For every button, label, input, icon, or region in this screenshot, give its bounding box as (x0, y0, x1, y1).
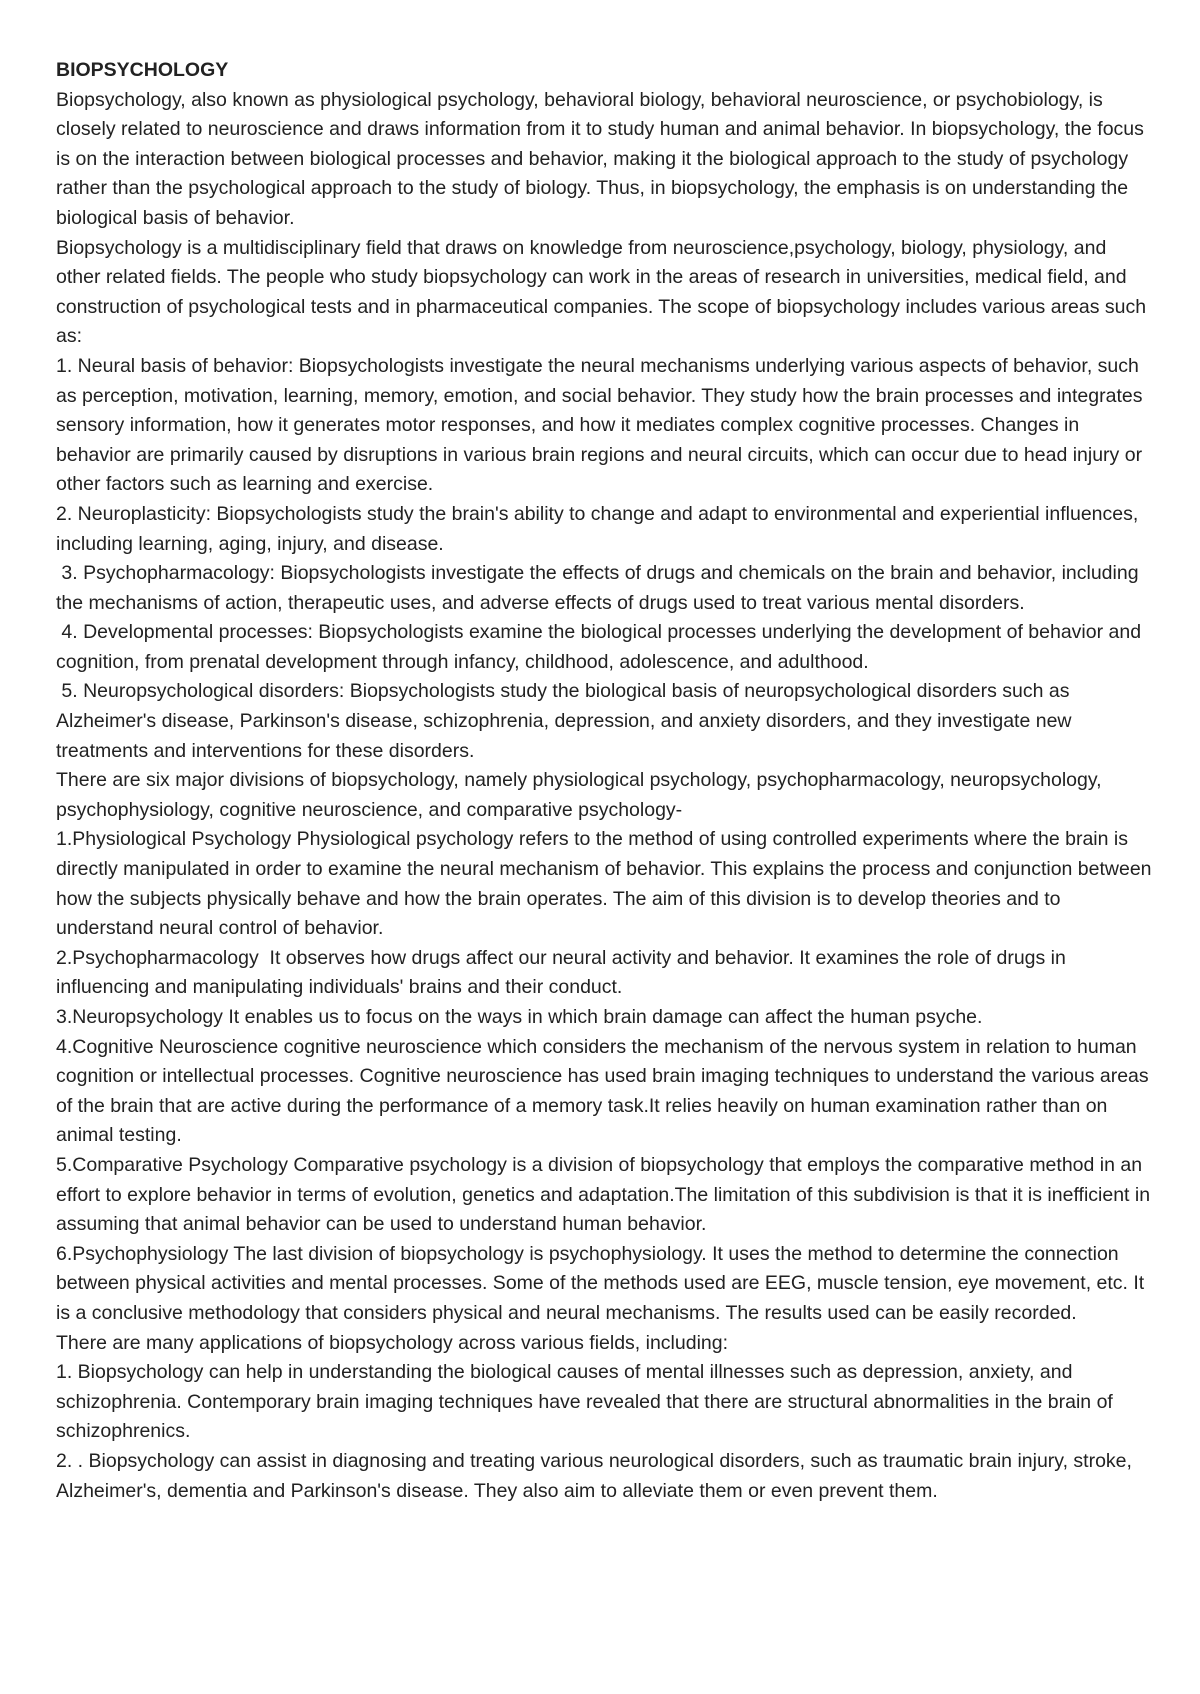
division-cognitive-neuroscience: 4.Cognitive Neuroscience cognitive neuroscience which considers the mechanism of the nervous system in relation to human cognition or intellectual processes. Cognitive neuroscience has used brain imaging techniques to understand the various areas of the brain that are active during the performance of a memory task.It relies heavily on human examination rather than on animal testing. (56, 1035, 1155, 1147)
scope-item-neural-basis: 1. Neural basis of behavior: Biopsychologists investigate the neural mechanisms underlying various aspects of behavior, such as perception, motivation, learning, memory, emotion, and social behavior. They study how the brain processes and integrates sensory information, how it generates motor responses, and how it mediates complex cognitive processes. Changes in behavior are primarily caused by disruptions in various brain regions and neural circuits, which can occur due to head injury or other factors such as learning and exercise. (56, 354, 1148, 496)
application-item-mental-illness: 1. Biopsychology can help in understanding the biological causes of mental illnesses such as depression, anxiety, and schizophrenia. Contemporary brain imaging techniques have revealed that there are structural abnormalities in the brain of schizophrenics. (56, 1361, 1119, 1443)
division-physiological-psychology: 1.Physiological Psychology Physiological psychology refers to the method of using controlled experiments where the brain is directly manipulated in order to examine the neural mechanism of behavior. This explains the process and conjunction between how the subjects physically behave and how the brain operates. The aim of this division is to develop theories and to understand neural control of behavior. (56, 828, 1157, 940)
division-psychopharmacology: 2.Psychopharmacology It observes how drugs affect our neural activity and behavior. It examines the role of drugs in influencing and manipulating individuals' brains and their conduct. (56, 946, 1072, 999)
document-title: BIOPSYCHOLOGY (56, 59, 229, 81)
scope-item-developmental: 4. Developmental processes: Biopsychologists examine the biological processes underlying the development of behavior and cognition, from prenatal development through infancy, childhood, adolescence, and adulthood. (56, 621, 1147, 673)
division-neuropsychology: 3.Neuropsychology It enables us to focus on the ways in which brain damage can affect the human psyche. (56, 1006, 983, 1028)
scope-item-neuropsychological-disorders: 5. Neuropsychological disorders: Biopsychologists study the biological basis of neuropsychological disorders such as Alzheimer's disease, Parkinson's disease, schizophrenia, depression, and anxiety disorders, and they investigate new treatments and interventions for these disorders. (56, 680, 1077, 762)
division-comparative-psychology: 5.Comparative Psychology Comparative psychology is a division of biopsychology that employs the comparative method in an effort to explore behavior in terms of evolution, genetics and adaptation.The limitation of this subdivision is that it is inefficient in assuming that animal behavior can be used to understand human behavior. (56, 1153, 1156, 1236)
paragraph-applications-intro: There are many applications of biopsychology across various fields, including: (56, 1331, 729, 1354)
division-psychophysiology: 6.Psychophysiology The last division of biopsychology is psychophysiology. It uses the method to determine the connection between physical activities and mental processes. Some of the methods used are EEG, muscle tension, eye movement, etc. It is a conclusive methodology that considers physical and neural mechanisms. The results used can be easily recorded. (56, 1242, 1150, 1324)
scope-item-neuroplasticity: 2. Neuroplasticity: Biopsychologists study the brain's ability to change and adapt to environmental and experiential influences, including learning, aging, injury, and disease. (56, 502, 1144, 555)
document-page (56, 56, 1156, 1506)
paragraph-intro: Biopsychology, also known as physiological psychology, behavioral biology, behavioral neuroscience, or psychobiology, is closely related to neuroscience and draws information from it to study human and animal behavior. In biopsychology, the focus is on the interaction between biological processes and behavior, making it the biological approach to the study of psychology rather than the psychological approach to the study of biology. Thus, in biopsychology, the emphasis is on understanding the biological basis of behavior. (56, 88, 1150, 229)
paragraph-divisions-intro: There are six major divisions of biopsychology, namely physiological psychology, psychopharmacology, neuropsychology, psychophysiology, cognitive neuroscience, and comparative psychology- (56, 769, 1108, 821)
scope-item-psychopharmacology: 3. Psychopharmacology: Biopsychologists investigate the effects of drugs and chemicals on the brain and behavior, including the mechanisms of action, therapeutic uses, and adverse effects of drugs used to treat various mental disorders. (56, 562, 1144, 614)
application-item-neurological-disorders: 2. . Biopsychology can assist in diagnosing and treating various neurological disorders, such as traumatic brain injury, stroke, Alzheimer's, dementia and Parkinson's disease. They also aim to alleviate them or even prevent them. (56, 1449, 1137, 1502)
paragraph-multidisciplinary: Biopsychology is a multidisciplinary field that draws on knowledge from neuroscience,psychology, biology, physiology, and other related fields. The people who study biopsychology can work in the areas of research in universities, medical field, and construction of psychological tests and in pharmaceutical companies. The scope of biopsychology includes various areas such as: (56, 236, 1152, 348)
